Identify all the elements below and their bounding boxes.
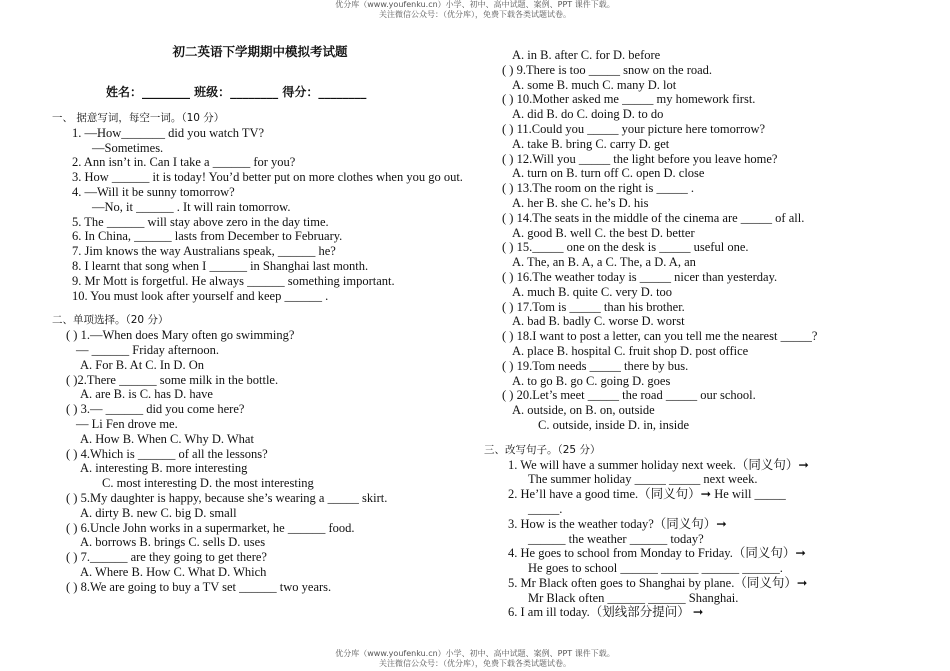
s2-q9-options: A. some B. much C. many D. lot — [512, 77, 677, 92]
s2-q19-options: A. to go B. go C. going D. goes — [512, 373, 671, 388]
s2-q10-options: A. did B. do C. doing D. to do — [512, 107, 664, 122]
s2-q11-options: A. take B. bring C. carry D. get — [512, 136, 670, 151]
s2-q5-options: A. dirty B. new C. big D. small — [80, 505, 237, 520]
s2-q2: ( )2.There ______ some milk in the bottle. — [66, 372, 279, 387]
left-column — [52, 45, 472, 595]
s3-q1-answer: The summer holiday _____ _____ next week. — [528, 472, 758, 487]
s2-q3-options: A. How B. When C. Why D. What — [80, 431, 254, 446]
s2-q11: ( ) 11.Could you _____ your picture here tomorrow? — [502, 121, 766, 136]
s1-q2: 2. Ann isn’t in. Can I take a ______ for you? — [72, 155, 296, 170]
s1-q1: 1. —How_______ did you watch TV? — [72, 125, 265, 140]
s2-q17-options: A. bad B. badly C. worse D. worst — [512, 314, 685, 329]
s2-q19: ( ) 19.Tom needs _____ there by bus. — [502, 358, 689, 373]
spacer — [488, 433, 898, 443]
s2-q2-options: A. are B. is C. has D. have — [80, 387, 213, 402]
s2-q6: ( ) 6.Uncle John works in a supermarket, he ______ food. — [66, 520, 355, 535]
s3-q4: 4. He goes to school from Monday to Friday.（同义句）➞ — [508, 546, 806, 561]
spacer — [52, 303, 472, 313]
s2-q7: ( ) 7.______ are they going to get there? — [66, 550, 267, 565]
s2-q13: ( ) 13.The room on the right is _____ . — [502, 181, 694, 196]
s1-q7: 7. Jim knows the way Australians speak, ______ he? — [72, 244, 336, 259]
s1-q9: 9. Mr Mott is forgetful. He always ______ something important. — [72, 273, 395, 288]
s2-q18-options: A. place B. hospital C. fruit shop D. post office — [512, 343, 749, 358]
s1-q1-answer: —Sometimes. — [92, 140, 164, 155]
s2-q3: ( ) 3.— ______ did you come here? — [66, 402, 245, 417]
s1-q3: 3. How ______ it is today! You’d better put on more clothes when you go out. — [72, 170, 463, 185]
s3-q6: 6. I am ill today.（划线部分提问） ➞ — [508, 605, 704, 620]
s2-q8-options: A. in B. after C. for D. before — [512, 48, 661, 62]
banner-line-1: 优分库（www.youfenku.cn）小学、初中、高中试题、案例、PPT 课件下载。 — [335, 649, 615, 658]
s2-q13-options: A. her B. she C. he’s D. his — [512, 195, 649, 210]
s3-q5: 5. Mr Black often goes to Shanghai by plane.（同义句）➞ — [508, 575, 808, 590]
s1-q6: 6. In China, ______ lasts from December to February. — [72, 229, 343, 244]
s2-q16: ( ) 16.The weather today is _____ nicer than yesterday. — [502, 269, 778, 284]
banner-line-1: 优分库（www.youfenku.cn）小学、初中、高中试题、案例、PPT 课件下载。 — [335, 0, 615, 9]
bottom-banner — [0, 649, 950, 669]
s3-q1: 1. We will have a summer holiday next week.（同义句）➞ — [508, 457, 809, 472]
banner-line-2: 关注微信公众号：（优分库），免费下载各类试题试卷。 — [379, 659, 571, 668]
s1-q5: 5. The ______ will stay above zero in the day time. — [72, 214, 329, 229]
s2-q20-options-cd: C. outside, inside D. in, inside — [538, 417, 690, 432]
s1-q4-answer: —No, it ______ . It will rain tomorrow. — [92, 199, 291, 214]
s2-q1: ( ) 1.—When does Mary often go swimming? — [66, 328, 295, 343]
s3-q2: 2. He’ll have a good time.（同义句）➞ He will _____ — [508, 487, 786, 502]
s2-q16-options: A. much B. quite C. very D. too — [512, 284, 673, 299]
s3-q3: 3. How is the weather today?（同义句）➞ — [508, 516, 727, 531]
s2-q10: ( ) 10.Mother asked me _____ my homework first. — [502, 92, 756, 107]
s2-q4-options-ab: A. interesting B. more interesting — [80, 461, 248, 476]
section3-heading: 三、改写句子。（25 分） — [484, 443, 601, 456]
s2-q15-options: A. The, an B. A, a C. The, a D. A, an — [512, 255, 696, 270]
s2-q8: ( ) 8.We are going to buy a TV set ______ two years. — [66, 579, 332, 594]
spacer — [52, 101, 472, 111]
student-info-line: 姓名：________ 班级：________ 得分：________ — [106, 85, 367, 99]
s2-q20-options-ab: A. outside, on B. on, outside — [512, 403, 655, 418]
s2-q1-options: A. For B. At C. In D. On — [80, 357, 204, 372]
page-title: 初二英语下学期期中模拟考试题 — [172, 44, 348, 59]
s2-q14-options: A. good B. well C. the best D. better — [512, 225, 695, 240]
s3-q3-answer: ______ the weather ______ today? — [528, 531, 704, 546]
s2-q1-answer: — ______ Friday afternoon. — [76, 342, 220, 357]
s2-q7-options: A. Where B. How C. What D. Which — [80, 564, 267, 579]
s2-q9: ( ) 9.There is too _____ snow on the road. — [502, 62, 713, 77]
s2-q5: ( ) 5.My daughter is happy, because she’s wearing a _____ skirt. — [66, 490, 388, 505]
s2-q15: ( ) 15._____ one on the desk is _____ useful one. — [502, 240, 749, 255]
s1-q10: 10. You must look after yourself and keep ______ . — [72, 288, 329, 303]
s2-q12: ( ) 12.Will you _____ the light before you leave home? — [502, 151, 778, 166]
s1-q8: 8. I learnt that song when I ______ in Shanghai last month. — [72, 258, 369, 273]
s2-q17: ( ) 17.Tom is _____ than his brother. — [502, 299, 685, 314]
s3-q2-answer: _____. — [528, 501, 563, 516]
top-banner — [0, 0, 950, 20]
s2-q12-options: A. turn on B. turn off C. open D. close — [512, 166, 705, 181]
s2-q4: ( ) 4.Which is ______ of all the lessons? — [66, 446, 268, 461]
section1-heading: 一、 据意写词，每空一词。（10 分） — [52, 112, 225, 124]
banner-line-2: 关注微信公众号：（优分库），免费下载各类试题试卷。 — [379, 10, 571, 19]
section2-heading: 二、单项选择。（20 分） — [52, 314, 169, 327]
s3-q4-answer: He goes to school ______ ______ ______ ______. — [528, 561, 783, 576]
s2-q18: ( ) 18.I want to post a letter, can you tell me the nearest _____? — [502, 329, 818, 344]
s2-q3-answer: — Li Fen drove me. — [76, 416, 178, 431]
right-column — [484, 48, 898, 620]
s2-q20: ( ) 20.Let’s meet _____ the road _____ our school. — [502, 388, 756, 403]
s1-q4: 4. —Will it be sunny tomorrow? — [72, 184, 235, 199]
s2-q6-options: A. borrows B. brings C. sells D. uses — [80, 535, 266, 550]
s2-q4-options-cd: C. most interesting D. the most interesting — [102, 476, 314, 491]
s2-q14: ( ) 14.The seats in the middle of the cinema are _____ of all. — [502, 210, 805, 225]
s3-q5-answer: Mr Black often ______ ______ Shanghai. — [528, 590, 739, 605]
